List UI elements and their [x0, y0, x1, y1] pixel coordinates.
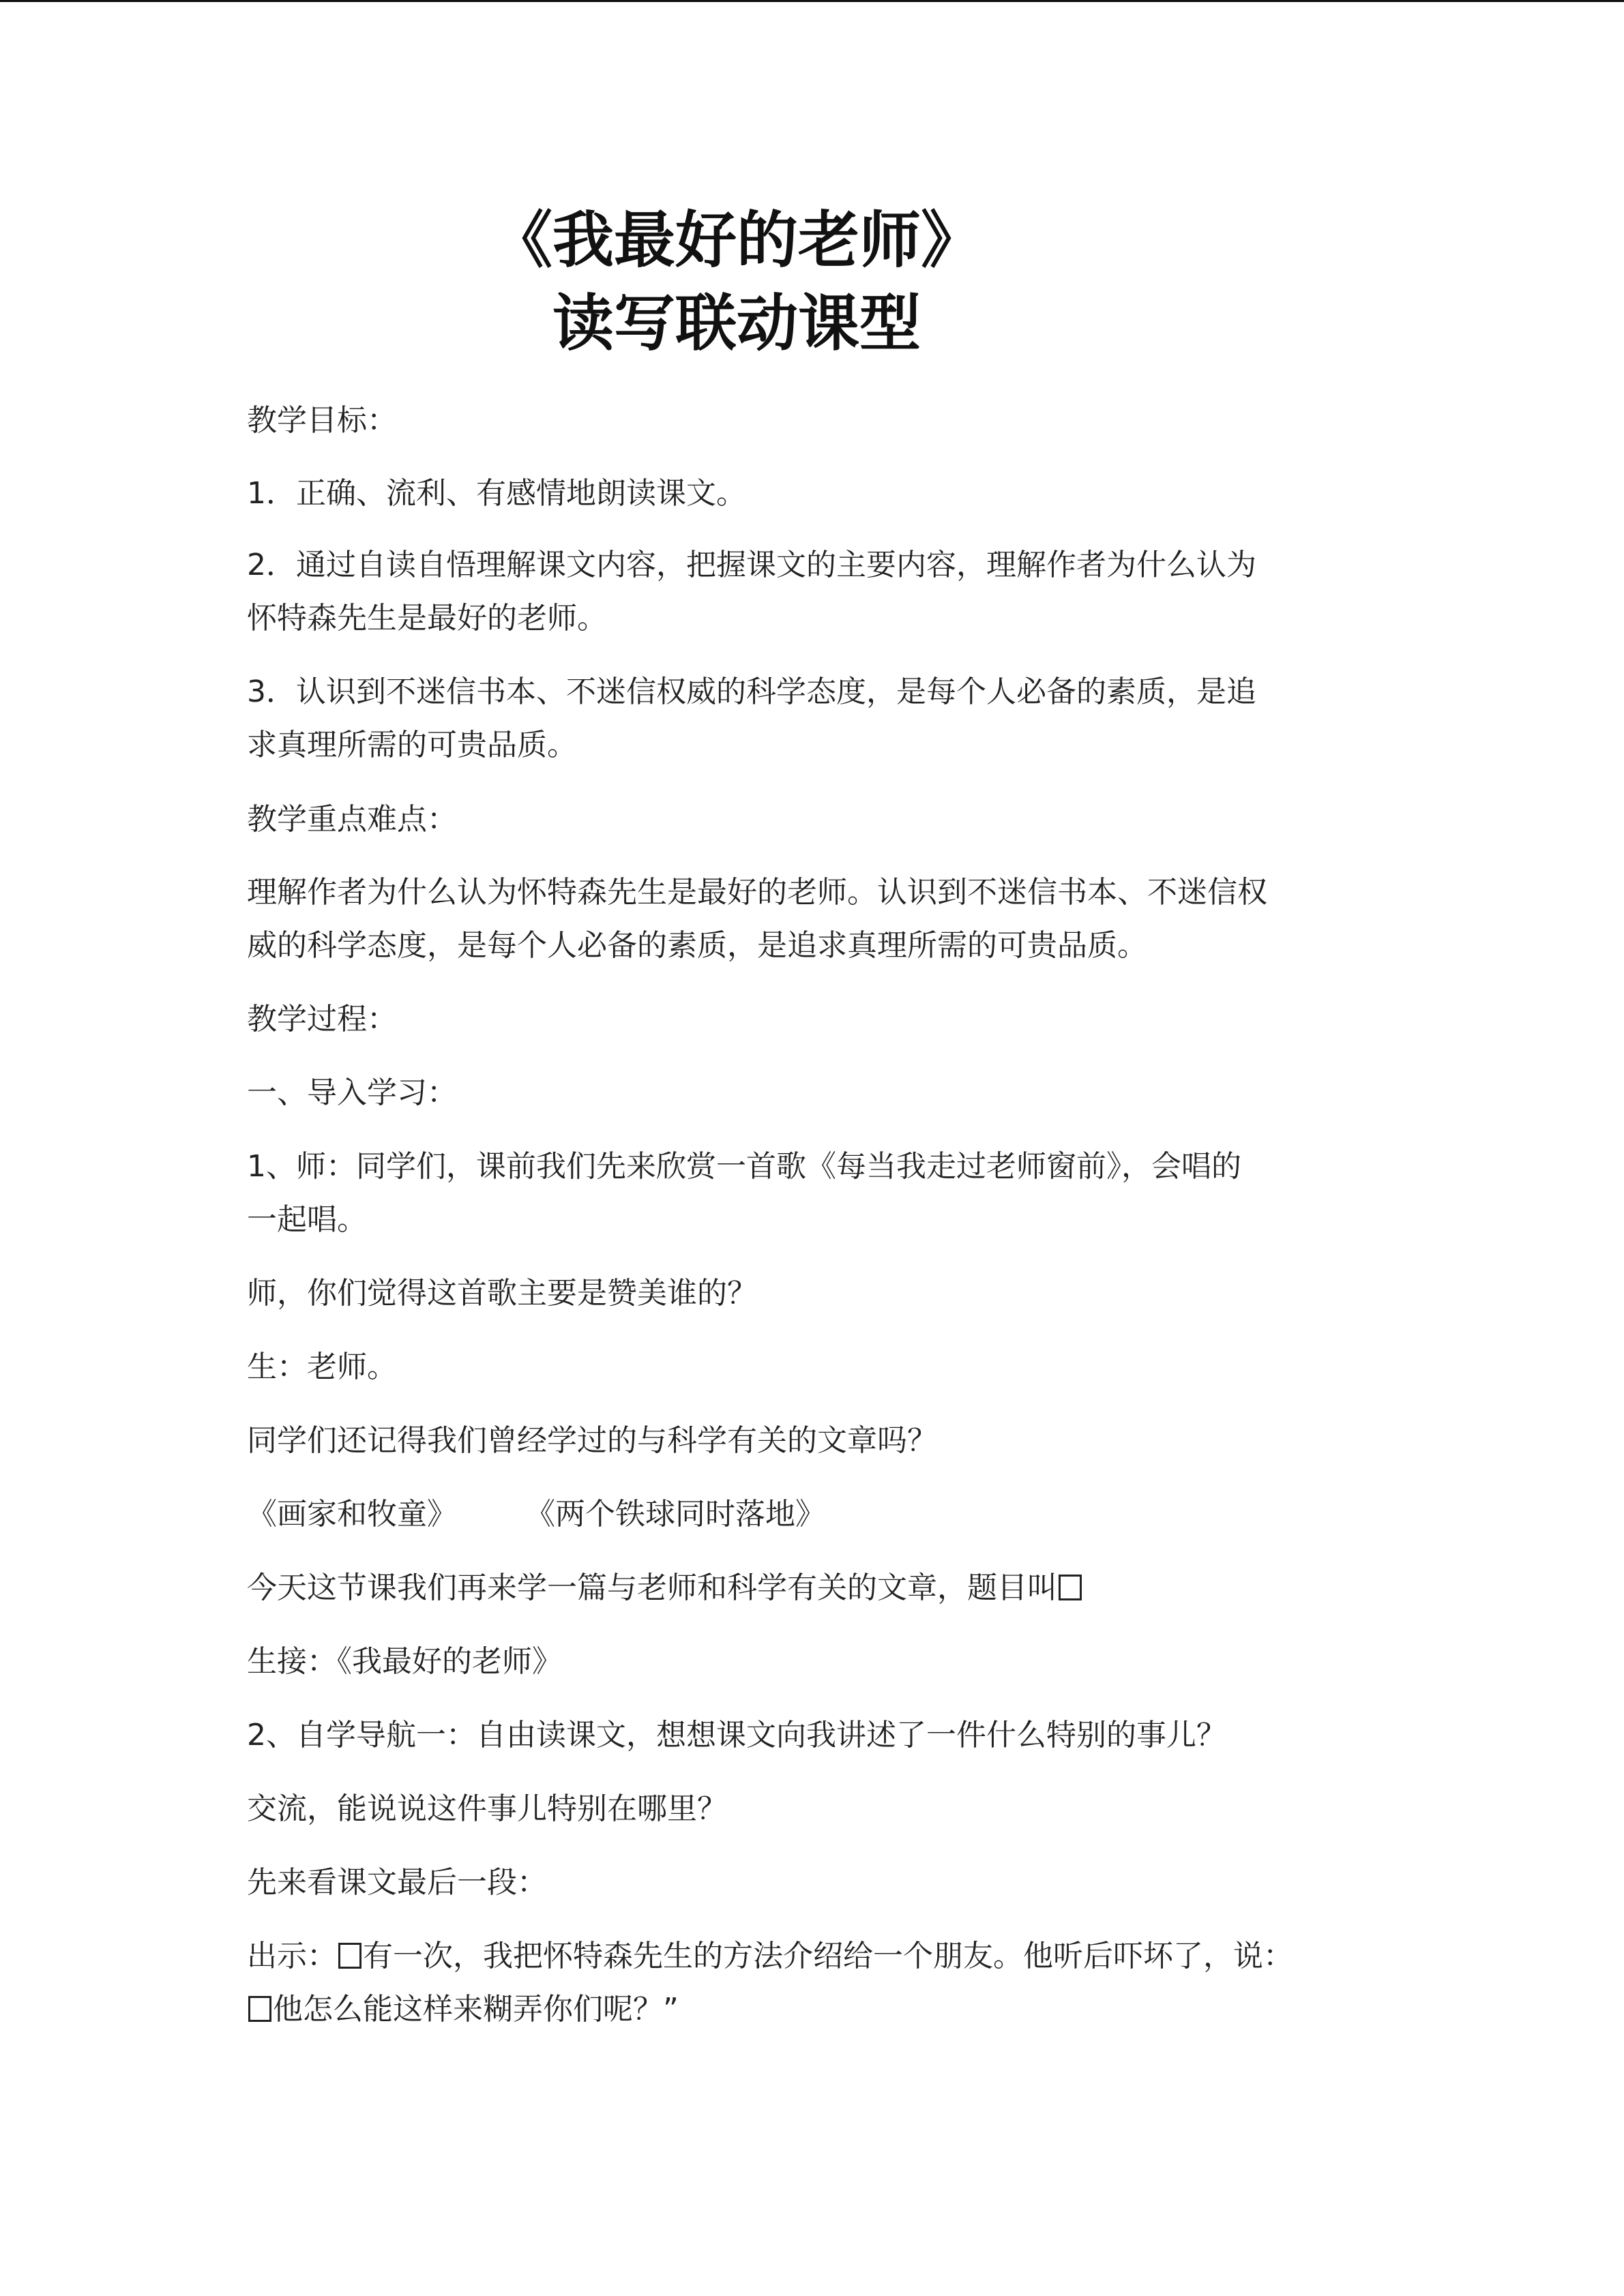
today-intro-text: 今天这节课我们再来学一篇与老师和科学有关的文章，题目叫 — [247, 1570, 1057, 1605]
document-title-line-2: 读写联动课型 — [552, 288, 921, 359]
missing-glyph-icon — [248, 1996, 271, 2022]
display-quote-line-2 — [247, 1983, 1372, 2036]
document-title-line-1: 《我最好的老师》 — [491, 205, 982, 276]
objective-2-line-1: 2．通过自读自悟理解课文内容，把握课文的主要内容，理解作者为什么认为 — [247, 548, 1256, 582]
discussion: 交流，能说说这件事儿特别在哪里？ — [247, 1791, 727, 1826]
last-paragraph-intro: 先来看课文最后一段： — [247, 1865, 547, 1900]
display-label: 出示： — [247, 1939, 337, 1973]
article-1: 《画家和牧童》 — [247, 1497, 457, 1532]
display-line-2-text: 他怎么能这样来糊弄你们呢？” — [273, 1992, 679, 2027]
student-reply: 生接：《我最好的老师》 — [247, 1644, 562, 1679]
article-list — [247, 1488, 1372, 1541]
section-1-heading: 一、导入学习： — [247, 1075, 457, 1110]
objective-3-line-1: 3．认识到不迷信书本、不迷信权威的科学态度，是每个人必备的素质，是追 — [247, 674, 1256, 709]
objective-3-line-2: 求真理所需的可贵品质。 — [247, 728, 577, 762]
missing-glyph-icon — [338, 1943, 361, 1969]
objective-1: 1．正确、流利、有感情地朗读课文。 — [247, 476, 746, 511]
article-2: 《两个铁球同时落地》 — [525, 1497, 825, 1532]
objectives-heading: 教学目标： — [247, 403, 397, 438]
key-points-line-1: 理解作者为什么认为怀特森先生是最好的老师。认识到不迷信书本、不迷信权 — [247, 875, 1267, 910]
teacher-question: 师，你们觉得这首歌主要是赞美谁的？ — [247, 1276, 757, 1311]
step-2: 2、自学导航一：自由读课文，想想课文向我讲述了一件什么特别的事儿？ — [247, 1718, 1226, 1753]
objective-2-line-2: 怀特森先生是最好的老师。 — [247, 601, 607, 636]
today-intro — [247, 1562, 1372, 1615]
display-line-1-text: 有一次，我把怀特森先生的方法介绍给一个朋友。他听后吓坏了，说： — [363, 1939, 1293, 1973]
step-1-line-1: 1、师：同学们，课前我们先来欣赏一首歌《每当我走过老师窗前》，会唱的 — [247, 1149, 1241, 1184]
step-1-line-2: 一起唱。 — [247, 1202, 367, 1237]
student-answer: 生：老师。 — [247, 1350, 397, 1384]
missing-glyph-icon — [1059, 1575, 1082, 1600]
key-points-heading: 教学重点难点： — [247, 802, 457, 837]
key-points-line-2: 威的科学态度，是每个人必备的素质，是追求真理所需的可贵品质。 — [247, 928, 1147, 963]
display-quote-line-1 — [247, 1930, 1372, 1983]
process-heading: 教学过程： — [247, 1002, 397, 1037]
recall-question: 同学们还记得我们曾经学过的与科学有关的文章吗？ — [247, 1423, 937, 1458]
